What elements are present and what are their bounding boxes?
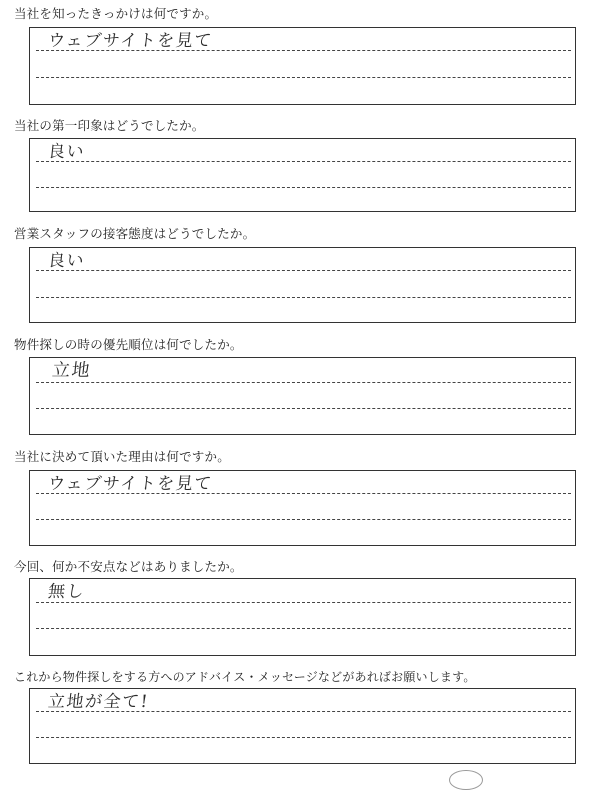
handwritten-answer: ウェブサイトを見て [46,31,214,51]
answer-box-search-priority [29,357,576,435]
answer-box-reason-chosen [29,470,576,546]
dashed-rule [36,50,571,51]
question-reason-chosen: 当社に決めて頂いた理由は何ですか。 [14,449,230,464]
handwritten-answer: ウェブサイトを見て [46,474,214,494]
dashed-rule [36,628,571,629]
question-how-found-us: 当社を知ったきっかけは何ですか。 [14,6,218,21]
handwritten-answer: 良い [46,251,87,271]
question-first-impression: 当社の第一印象はどうでしたか。 [14,118,205,133]
answer-box-first-impression [29,138,576,212]
dashed-rule [36,382,571,383]
answer-box-advice-message [29,688,576,764]
answer-box-how-found-us [29,27,576,105]
answer-box-concerns [29,578,576,656]
dashed-rule [36,493,571,494]
handwritten-answer: 立地 [50,360,93,381]
question-search-priority: 物件探しの時の優先順位は何でしたか。 [14,337,243,352]
dashed-rule [36,711,571,712]
dashed-rule [36,737,571,738]
dashed-rule [36,297,571,298]
dashed-rule [36,187,571,188]
dashed-rule [36,602,571,603]
handwritten-answer: 良い [46,142,87,162]
answer-box-staff-attitude [29,247,576,323]
question-advice-message: これから物件探しをする方へのアドバイス・メッセージなどがあればお願いします。 [14,670,476,684]
handwritten-answer: 立地が全て! [46,692,150,712]
question-concerns: 今回、何か不安点などはありましたか。 [14,559,243,574]
dashed-rule [36,161,571,162]
question-staff-attitude: 営業スタッフの接客態度はどうでしたか。 [14,226,256,241]
dashed-rule [36,519,571,520]
handwritten-answer: 無し [46,582,87,602]
dashed-rule [36,270,571,271]
dashed-rule [36,408,571,409]
dashed-rule [36,77,571,78]
page-corner-mark [449,770,483,790]
